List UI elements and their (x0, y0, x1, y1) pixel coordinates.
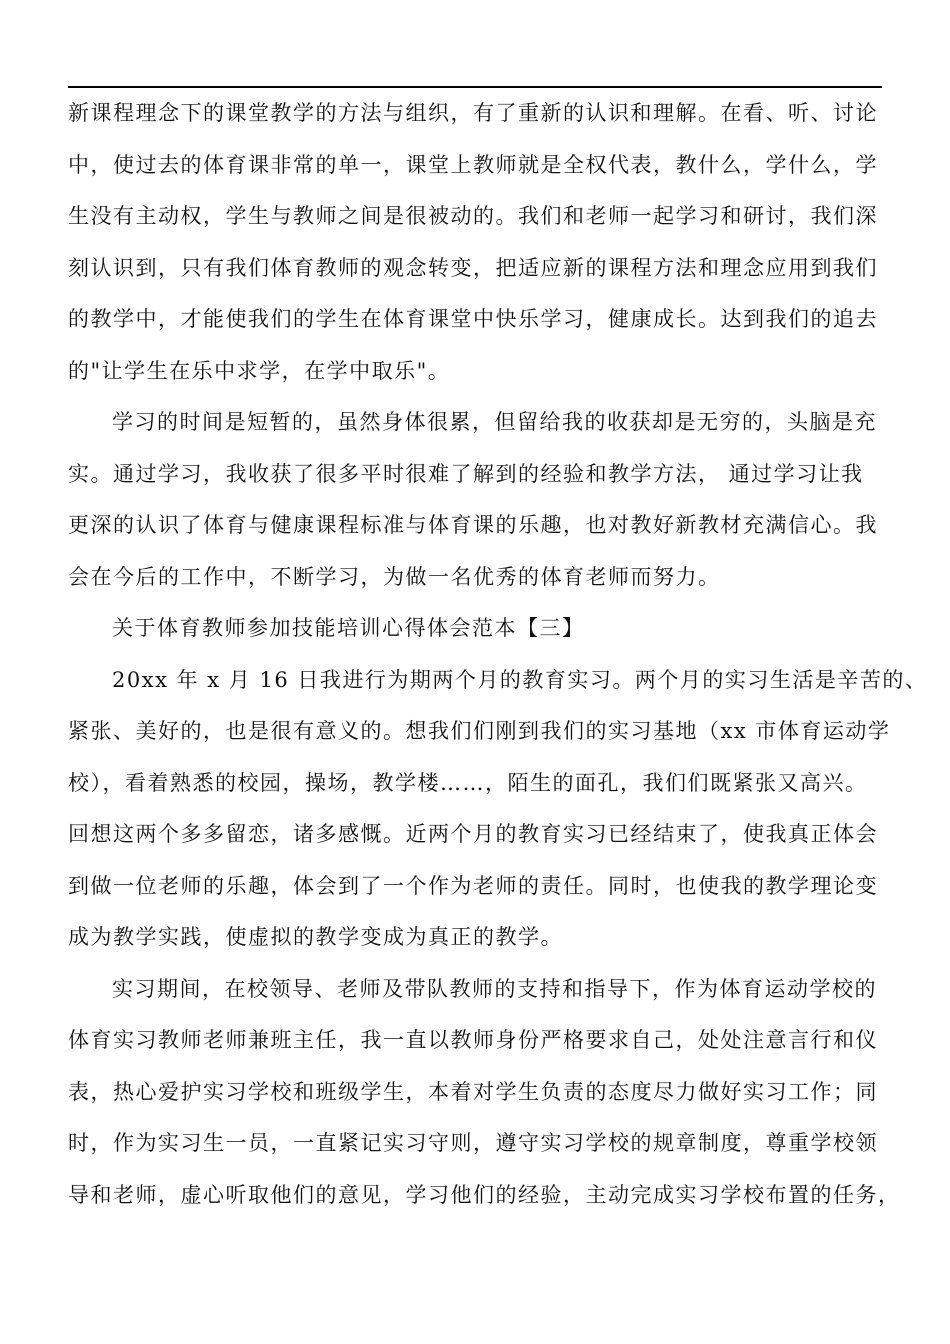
paragraph-start-line: 20xx 年 x 月 16 日我进行为期两个月的教育实习。两个月的实习生活是辛苦的、 (112, 667, 928, 692)
text-line: 时，作为实习生一员，一直紧记实习守则，遵守实习学校的规章制度，尊重学校领 (68, 1131, 878, 1155)
text-line: 的教学中，才能使我们的学生在体育课堂中快乐学习，健康成长。达到我们的追去 (68, 307, 878, 331)
text-line: 体育实习教师老师兼班主任，我一直以教师身份严格要求自己，处处注意言行和仪 (68, 1028, 878, 1052)
text-line: 的"让学生在乐中求学，在学中取乐"。 (68, 358, 451, 383)
document-body (68, 88, 928, 1221)
text-line: 新课程理念下的课堂教学的方法与组织，有了重新的认识和理解。在看、听、讨论 (68, 101, 878, 125)
text-line: 紧张、美好的，也是很有意义的。想我们们刚到我们的实习基地（xx 市体育运动学 (68, 719, 891, 743)
paragraph-start-line: 实习期间，在校领导、老师及带队教师的支持和指导下，作为体育运动学校的 (112, 976, 877, 1001)
text-line: 生没有主动权，学生与教师之间是很被动的。我们和老师一起学习和研讨，我们深 (68, 204, 878, 228)
text-line: 回想这两个多多留恋，诸多感慨。近两个月的教育实习已经结束了，使我真正体会 (68, 822, 878, 846)
text-line: 导和老师，虚心听取他们的意见，学习他们的经验，主动完成实习学校布置的任务， (68, 1182, 901, 1207)
text-line: 成为教学实践，使虚拟的教学变成为真正的教学。 (68, 925, 563, 949)
text-line: 表，热心爱护实习学校和班级学生，本着对学生负责的态度尽力做好实习工作；同 (68, 1079, 878, 1104)
section-heading: 关于体育教师参加技能培训心得体会范本【三】 (112, 616, 585, 640)
text-line: 刻认识到，只有我们体育教师的观念转变，把适应新的课程方法和理念应用到我们 (68, 255, 878, 280)
text-line: 会在今后的工作中，不断学习，为做一名优秀的体育老师而努力。 (68, 564, 721, 589)
text-line: 校），看着熟悉的校园，操场，教学楼……，陌生的面孔，我们们既紧张又高兴。 (68, 770, 868, 795)
text-line: 更深的认识了体育与健康课程标准与体育课的乐趣，也对教好新教材充满信心。我 (68, 513, 878, 537)
text-line: 到做一位老师的乐趣，体会到了一个作为老师的责任。同时，也使我的教学理论变 (68, 873, 878, 898)
text-line: 实。通过学习，我收获了很多平时很难了解到的经验和教学方法， 通过学习让我 (68, 461, 864, 486)
text-line: 中，使过去的体育课非常的单一，课堂上教师就是全权代表，教什么，学什么，学 (68, 152, 878, 177)
paragraph-start-line: 学习的时间是短暂的，虽然身体很累，但留给我的收获却是无穷的，头脑是充 (112, 410, 877, 434)
